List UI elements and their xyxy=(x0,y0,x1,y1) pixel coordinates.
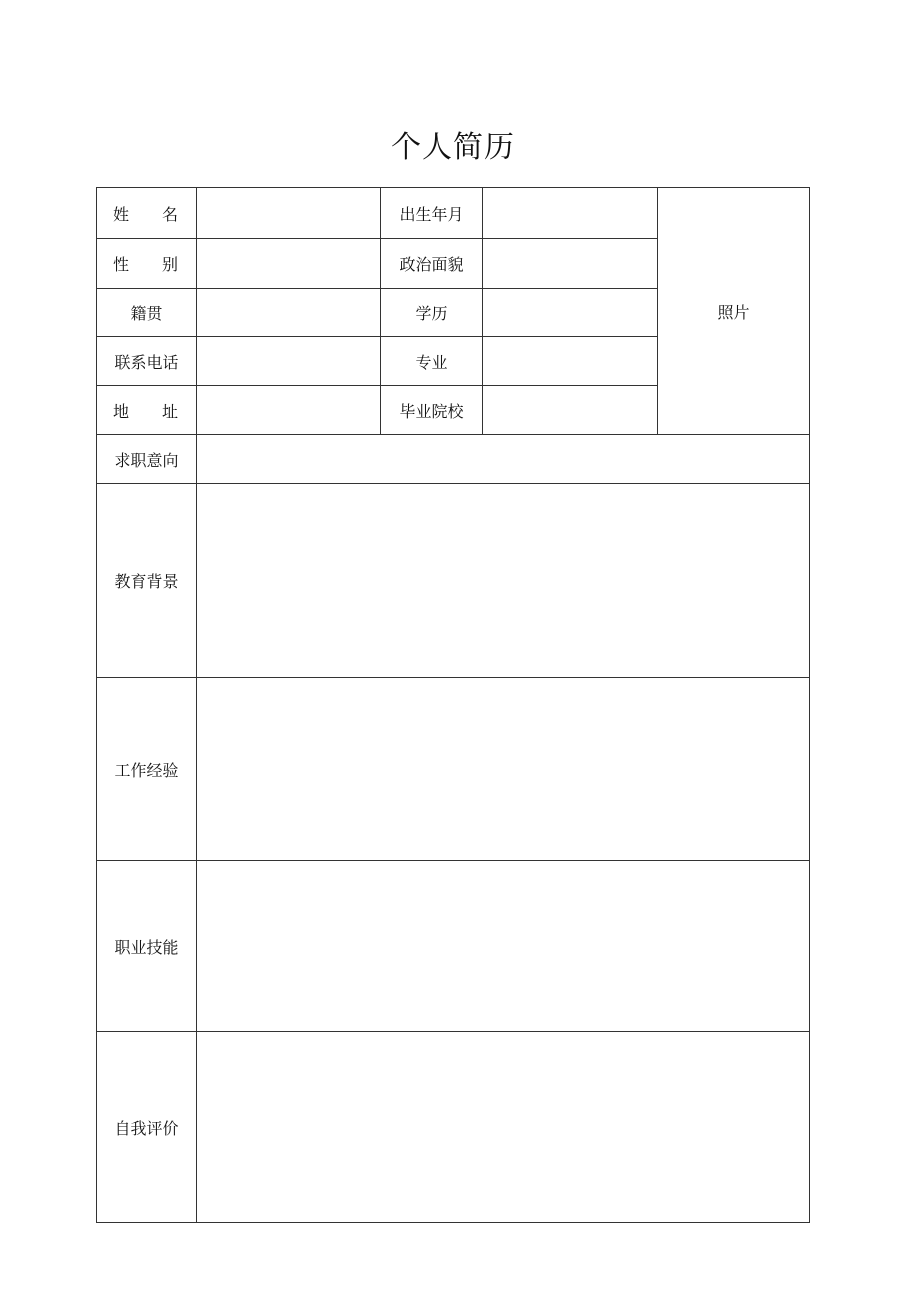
table-row xyxy=(97,861,810,1032)
education-level-label: 学历 xyxy=(381,289,483,337)
photo-label: 照片 xyxy=(717,302,750,322)
address-label-char-2: 址 xyxy=(161,401,178,421)
table-row xyxy=(97,1032,810,1223)
job-intention-label: 求职意向 xyxy=(97,435,197,484)
table-row xyxy=(97,678,810,861)
education-field[interactable] xyxy=(197,484,810,678)
name-label-char-2: 名 xyxy=(161,204,178,224)
name-label-char-1: 姓 xyxy=(113,204,130,224)
resume-table xyxy=(96,187,810,1223)
page-title: 个人简历 xyxy=(391,130,515,165)
native-place-label: 籍贯 xyxy=(97,289,197,337)
gender-label xyxy=(97,239,197,289)
gender-label-char-1: 性 xyxy=(113,255,130,274)
gender-label-char-2: 别 xyxy=(161,255,178,274)
school-field[interactable] xyxy=(483,386,658,435)
birth-label: 出生年月 xyxy=(381,188,483,239)
work-label: 工作经验 xyxy=(97,678,197,861)
evaluation-label: 自我评价 xyxy=(97,1032,197,1223)
politics-field[interactable] xyxy=(483,239,658,289)
politics-label: 政治面貌 xyxy=(381,239,483,289)
education-label: 教育背景 xyxy=(97,484,197,678)
photo-box[interactable] xyxy=(658,188,810,435)
job-intention-field[interactable] xyxy=(197,435,810,484)
work-field[interactable] xyxy=(197,678,810,861)
address-label xyxy=(97,386,197,435)
address-label-char-1: 地 xyxy=(113,401,130,421)
skills-field[interactable] xyxy=(197,861,810,1032)
phone-label: 联系电话 xyxy=(97,337,197,386)
table-row xyxy=(97,188,810,239)
skills-label: 职业技能 xyxy=(97,861,197,1032)
gender-field[interactable] xyxy=(197,239,381,289)
table-row xyxy=(97,484,810,678)
name-field[interactable] xyxy=(197,188,381,239)
major-label: 专业 xyxy=(381,337,483,386)
table-row xyxy=(97,435,810,484)
education-level-field[interactable] xyxy=(483,289,658,337)
name-label xyxy=(97,188,197,239)
phone-field[interactable] xyxy=(197,337,381,386)
school-label: 毕业院校 xyxy=(381,386,483,435)
major-field[interactable] xyxy=(483,337,658,386)
native-place-field[interactable] xyxy=(197,289,381,337)
address-field[interactable] xyxy=(197,386,381,435)
evaluation-field[interactable] xyxy=(197,1032,810,1223)
birth-field[interactable] xyxy=(483,188,658,239)
